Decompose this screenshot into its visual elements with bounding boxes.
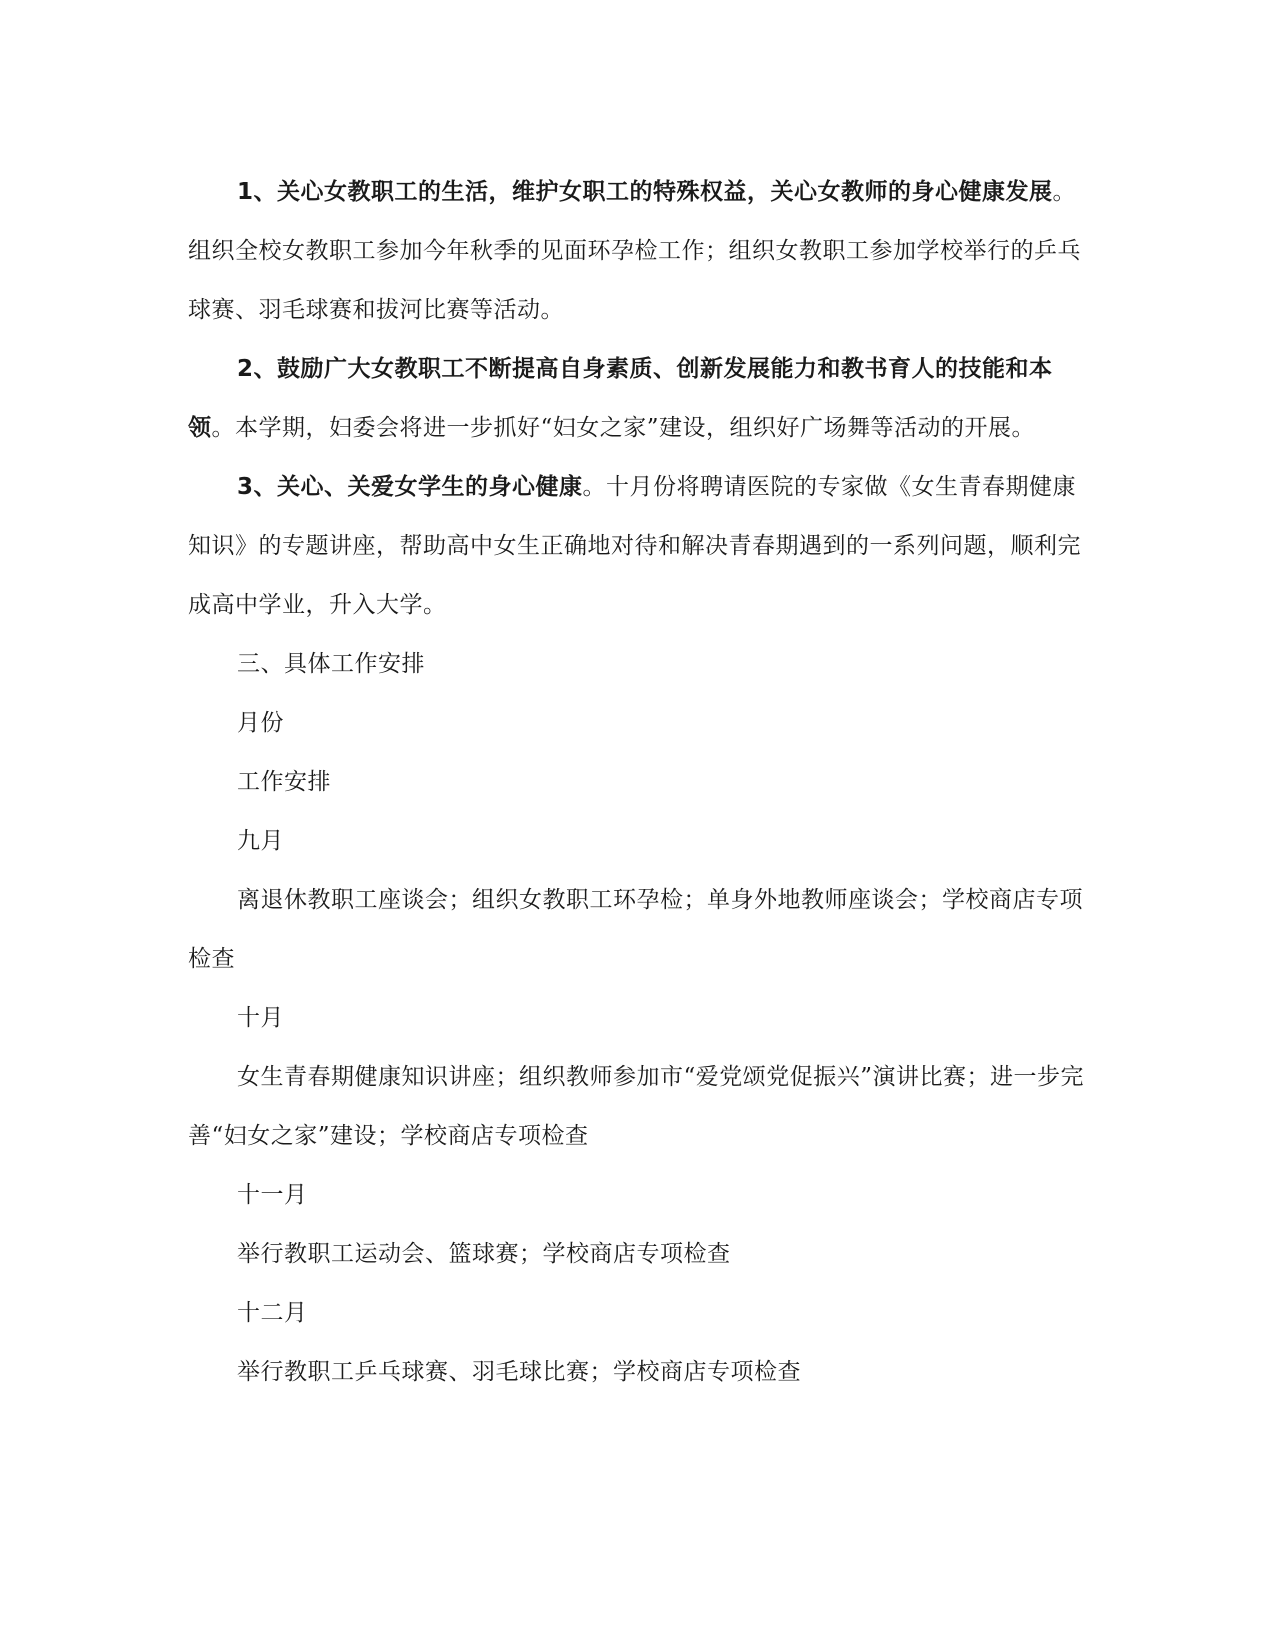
point-1-paragraph: [188, 163, 1088, 340]
document-page: [188, 163, 1088, 1402]
schedule-header-month: 月份: [237, 710, 284, 736]
point-2-text: 。本学期，妇委会将进一步抓好“妇女之家”建设，组织好广场舞等活动的开展。: [211, 415, 1036, 441]
schedule-month-october: 十月: [237, 1005, 284, 1031]
schedule-header-work: 工作安排: [237, 769, 331, 795]
point-3-heading: 3、关心、关爱女学生的身心健康: [237, 474, 583, 500]
schedule-work-october: 女生青春期健康知识讲座；组织教师参加市“爱党颂党促振兴”演讲比赛；进一步完善“妇女之家”建设；学校商店专项检查: [188, 1064, 1085, 1149]
point-2-paragraph: [188, 340, 1088, 458]
section-title: 三、具体工作安排: [237, 651, 425, 677]
schedule-work-november: 举行教职工运动会、篮球赛；学校商店专项检查: [237, 1241, 731, 1267]
point-3-text: 。十月份将聘请医院的专家做《女生青春期健康知识》的专题讲座，帮助高中女生正确地对待和解决青春期遇到的一系列问题，顺利完成高中学业，升入大学。: [188, 474, 1081, 618]
schedule-month-december: 十二月: [237, 1300, 308, 1326]
point-2-heading: 2、鼓励广大女教职工不断提高自身素质、创新发展能力和教书育人的技能和本领: [188, 356, 1053, 441]
schedule-month-september: 九月: [237, 828, 284, 854]
schedule-work-december: 举行教职工乒乓球赛、羽毛球比赛；学校商店专项检查: [237, 1359, 801, 1385]
schedule-month-november: 十一月: [237, 1182, 308, 1208]
point-3-paragraph: [188, 458, 1088, 635]
point-1-heading: 1、关心女教职工的生活，维护女职工的特殊权益，关心女教师的身心健康发展: [237, 179, 1053, 205]
schedule-work-september: 离退休教职工座谈会；组织女教职工环孕检；单身外地教师座谈会；学校商店专项检查: [188, 887, 1083, 972]
point-1-text: 。组织全校女教职工参加今年秋季的见面环孕检工作；组织女教职工参加学校举行的乒乓球赛、羽毛球赛和拔河比赛等活动。: [188, 179, 1081, 323]
